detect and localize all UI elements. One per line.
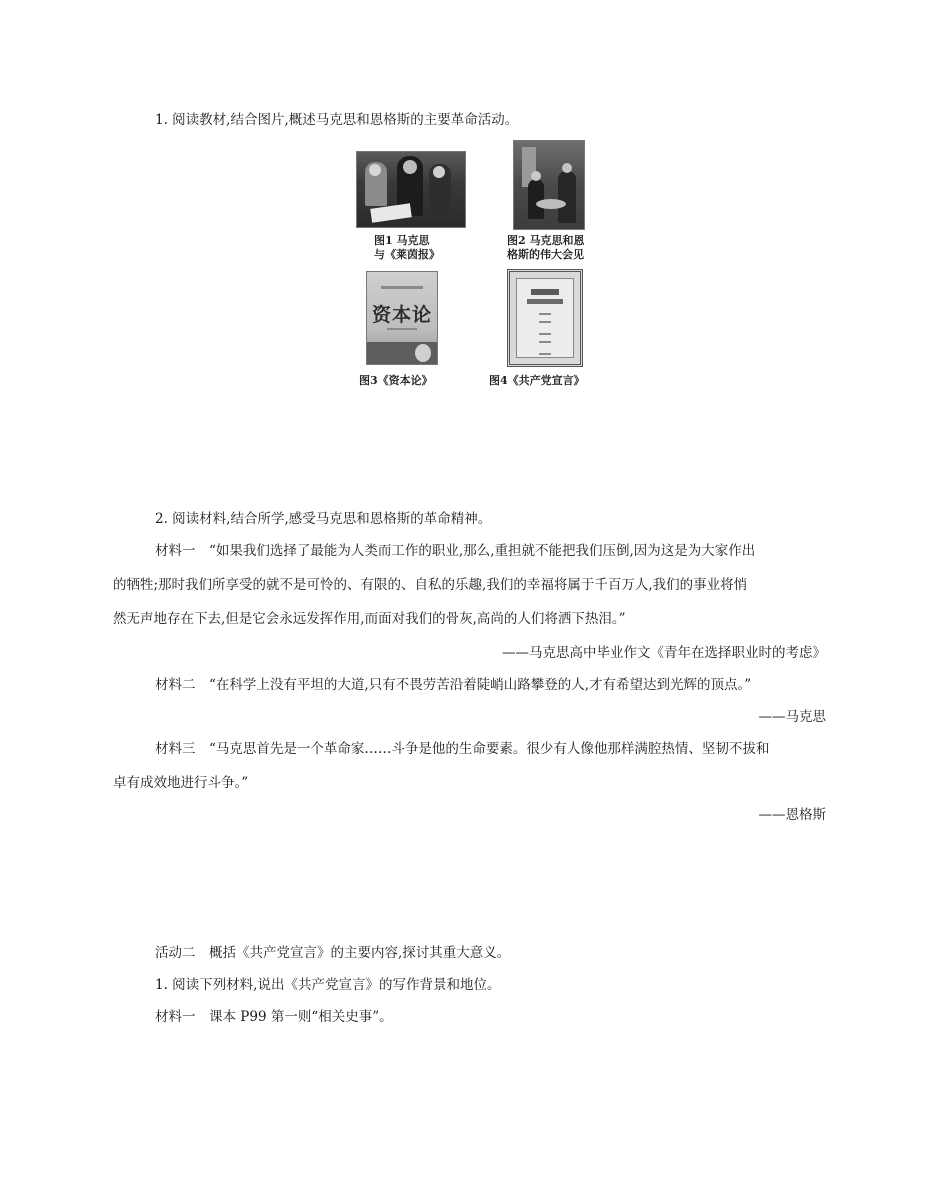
figure-2-caption-line1: 图2 马克思和恩 [507, 234, 585, 247]
figure-1-caption-line1: 图1 马克思 [374, 234, 430, 247]
material-3-line-1: 材料三 “马克思首先是一个革命家……斗争是他的生命要素。很少有人像他那样满腔热情、坚韧不拔和 [155, 741, 770, 757]
figure-3-caption: 图3《资本论》 [359, 374, 433, 387]
material-2-line-1: 材料二 “在科学上没有平坦的大道,只有不畏劳苦沿着陡峭山路攀登的人,才有希望达到光辉的顶点。” [155, 677, 752, 693]
activity-2-question-1: 1. 阅读下列材料,说出《共产党宣言》的写作背景和地位。 [155, 977, 501, 993]
material-1-line-3: 然无声地存在下去,但是它会永远发挥作用,而面对我们的骨灰,高尚的人们将洒下热泪。” [113, 611, 626, 627]
material-2-source: ——马克思 [758, 709, 826, 725]
figure-4-caption: 图4《共产党宣言》 [489, 374, 585, 387]
book-cover-title: 资本论 [371, 304, 432, 326]
figure-1-image [356, 151, 466, 228]
material-3-source: ——恩格斯 [758, 807, 826, 823]
figure-2-image [513, 140, 585, 230]
figure-2-caption-line2: 格斯的伟大会见 [507, 248, 584, 261]
material-1-line-2: 的牺牲;那时我们所享受的就不是可怜的、有限的、自私的乐趣,我们的幸福将属于千百万人,我们的事业将悄 [113, 577, 748, 593]
material-3-line-2: 卓有成效地进行斗争。” [113, 775, 249, 791]
question-1-text: 1. 阅读教材,结合图片,概述马克思和恩格斯的主要革命活动。 [155, 112, 519, 128]
material-1-line-1: 材料一 “如果我们选择了最能为人类而工作的职业,那么,重担就不能把我们压倒,因为这是为大家作出 [155, 543, 756, 559]
figure-3-book-cover [366, 271, 438, 365]
figure-1-caption-line2: 与《莱茵报》 [374, 248, 440, 261]
activity-2-material-1: 材料一 课本 P99 第一则“相关史事”。 [155, 1009, 393, 1025]
figure-4-manifesto-page [507, 269, 583, 367]
activity-2-heading: 活动二 概括《共产党宣言》的主要内容,探讨其重大意义。 [155, 945, 511, 961]
material-1-source: ——马克思高中毕业作文《青年在选择职业时的考虑》 [502, 645, 826, 661]
question-2-text: 2. 阅读材料,结合所学,感受马克思和恩格斯的革命精神。 [155, 511, 492, 527]
